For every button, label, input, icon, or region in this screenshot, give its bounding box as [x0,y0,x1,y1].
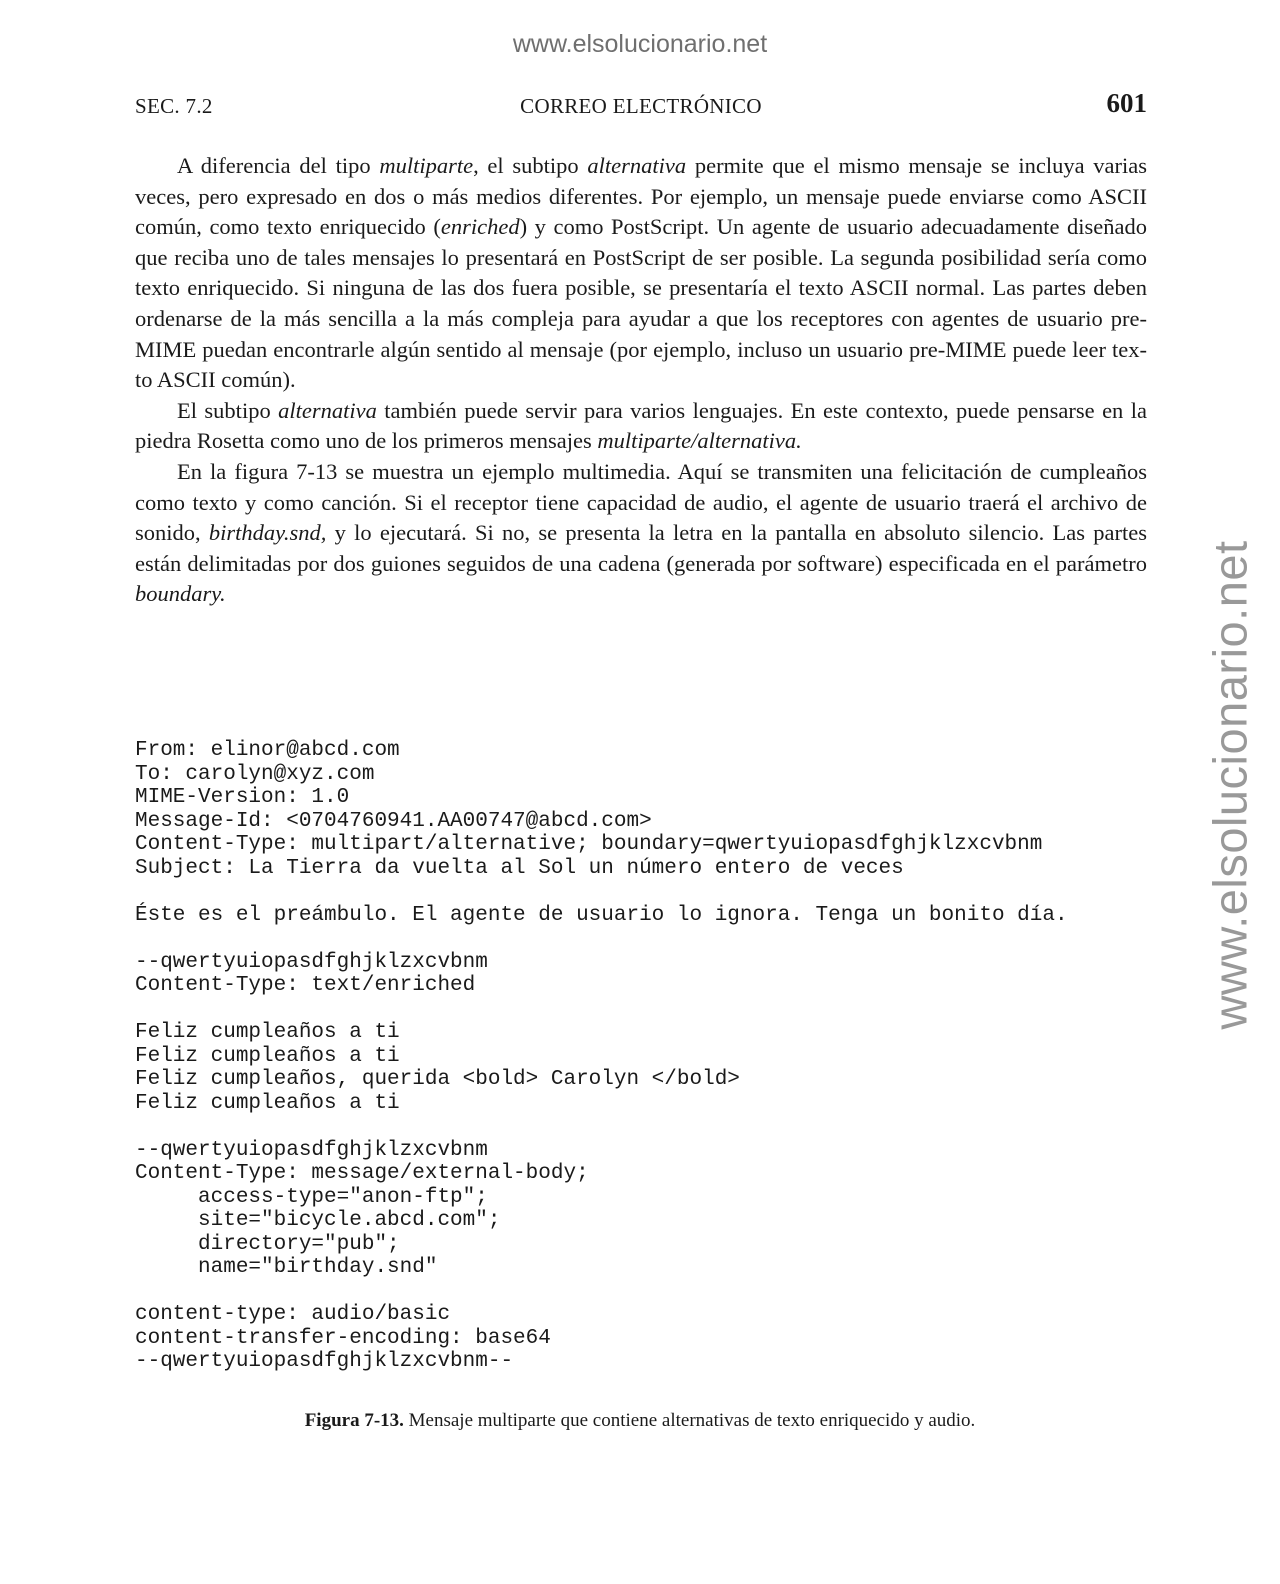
code-line: access-type="anon-ftp"; [135,1185,488,1209]
paragraph [135,457,1147,610]
mime-message-listing [135,739,1145,1374]
text-run: , el subtipo [473,153,588,178]
italic-term: birthday.snd, [208,520,327,546]
code-line: Content-Type: text/enriched [135,974,476,997]
italic-term: multiparte/alternativa. [597,428,802,454]
italic-term: multiparte [379,153,474,178]
page-number: 601 [1106,88,1147,118]
code-line: From: elinor@abcd.com [135,739,400,762]
code-line: --qwertyuiopasdfghjklzxcvbnm [135,1138,488,1162]
code-line: Content-Type: multipart/alternative; boundary=qwertyuiopasdfghjklzxcvbnm [135,833,1043,856]
code-line [135,927,1145,951]
figure-caption-text: Mensaje multiparte que contiene alternativas de texto enriquecido y audio. [408,1410,976,1431]
code-line: Subject: La Tierra da vuelta al Sol un número entero de veces [135,856,904,880]
italic-term: boundary. [135,581,226,607]
running-head [135,88,1147,122]
code-line [135,880,1145,904]
code-line: Feliz cumpleaños a ti [135,1021,400,1044]
text-run: ) y como PostScript. Un agente de usuario adecuadamente diseñado que reciba uno de tales mensajes lo presentará en PostScript de ser posible. La segunda posibilidad sería como texto enriquecido. Si ninguna de las dos fuera posible, se presentaría el texto ASCII normal. Las partes deben ordenarse de la más sencilla a la más compleja para ayudar a que los receptores con agentes de usuario pre-MIME puedan encontrarle algún sentido al mensaje (por ejemplo, incluso un usuario pre-MIME puede leer texto ASCII común). [135,214,1147,393]
code-line: MIME-Version: 1.0 [135,786,350,809]
figure-caption [0,1410,1280,1432]
code-line: name="birthday.snd" [135,1256,438,1279]
section-number: SEC. 7.2 [135,94,213,118]
watermark-side: www.elsolucionario.net [1203,540,1257,1030]
code-line: --qwertyuiopasdfghjklzxcvbnm-- [135,1350,514,1373]
code-line: directory="pub"; [135,1232,400,1256]
italic-term: alternativa [278,397,377,423]
text-run: El subtipo [177,397,279,423]
code-line [135,1280,1145,1304]
italic-term: alternativa [587,153,687,178]
code-line [135,998,1145,1022]
code-line: Content-Type: message/external-body; [135,1162,589,1185]
code-line: content-type: audio/basic [135,1303,451,1326]
code-line: Feliz cumpleaños, querida <bold> Carolyn </bold> [135,1068,740,1091]
figure-label: Figura 7-13. [304,1410,404,1431]
text-run: y lo ejecutará. Si no, se presenta la letra en la pantalla en absoluto silencio. Las partes están delimitadas por dos guiones seguidos de una cadena (generada por software) especificada en el parámetro [135,520,1147,576]
text-run: también puede servir para varios lenguajes. En este contexto, puede pensarse en la piedra Rosetta como uno de los primeros mensajes [135,397,1147,454]
text-run: A diferencia del tipo [177,153,380,178]
paragraph [135,396,1147,457]
italic-term: enriched [440,214,520,240]
code-line: To: carolyn@xyz.com [135,762,375,786]
code-line: Message-Id: <0704760941.AA00747@abcd.com> [135,809,652,833]
text-run: permite que el mismo mensaje se incluya varias veces, pero expresado en dos o más medios diferentes. Por ejemplo, un mensaje puede enviarse como ASCII común, como texto enriquecido ( [135,153,1147,240]
code-line: site="bicycle.abcd.com"; [135,1209,501,1232]
code-line: Éste es el preámbulo. El agente de usuario lo ignora. Tenga un bonito día. [135,903,1068,927]
watermark-top: www.elsolucionario.net [512,30,768,58]
body-text [135,151,1147,610]
code-line: --qwertyuiopasdfghjklzxcvbnm [135,950,488,974]
text-run: En la figura 7-13 se muestra un ejemplo multimedia. Aquí se transmiten una felicitación de cumpleaños como texto y como canción. Si el receptor tiene capacidad de audio, el agente de usuario traerá el archivo de sonido, [135,458,1147,546]
code-line: content-transfer-encoding: base64 [135,1326,551,1350]
code-line [135,1115,1145,1139]
paragraph [135,151,1147,396]
chapter-title: CORREO ELECTRÓNICO [520,94,762,118]
code-line: Feliz cumpleaños a ti [135,1044,400,1068]
code-line: Feliz cumpleaños a ti [135,1091,400,1115]
